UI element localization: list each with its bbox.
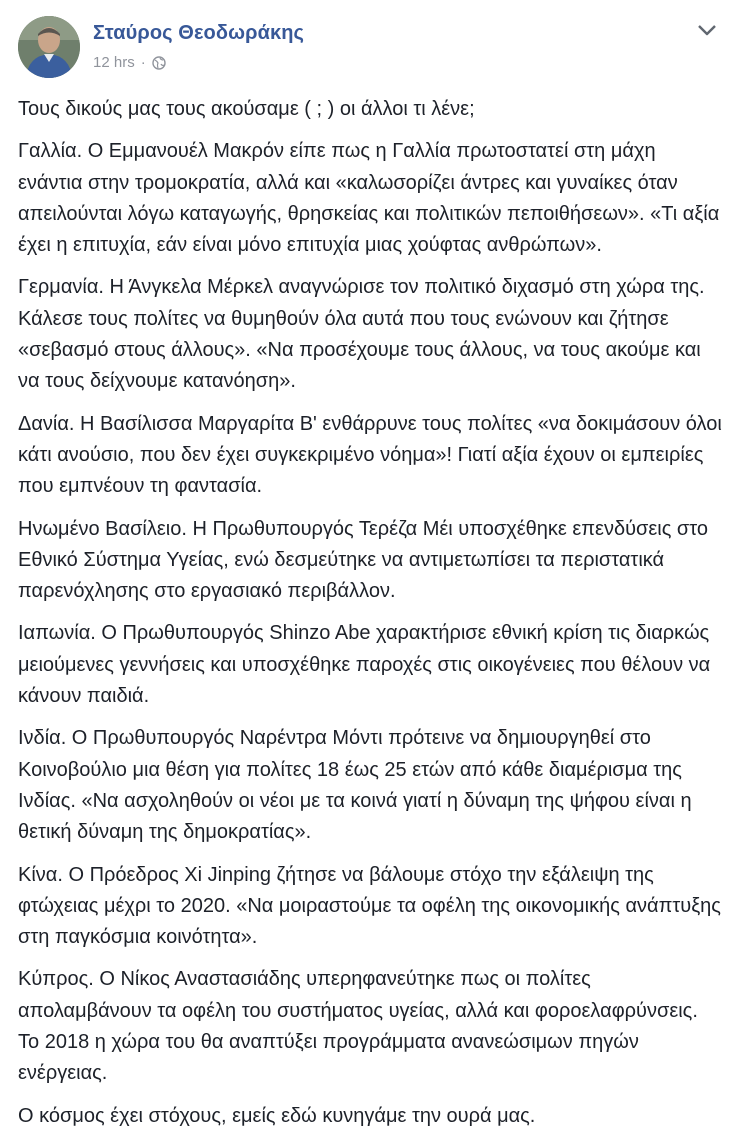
post-paragraph: Ηνωμένο Βασίλειο. Η Πρωθυπουργός Τερέζα Μέι υποσχέθηκε επενδύσεις στο Εθνικό Σύστημα Υγείας, ενώ δεσμεύτηκε να αντιμετωπίσει τα περιστατικά παρενόχλησης στο εργασιακό περιβάλλον. [18,517,709,603]
post-paragraph: Γαλλία. Ο Εμμανουέλ Μακρόν είπε πως η Γαλλία πρωτοστατεί στη μάχη ενάντια στην τρομοκρατία, αλλά και «καλωσορίζει άντρες και γυναίκες όταν απειλούνται λόγω καταγωγής, θρησκείας και πολιτικών πεποιθήσεων». «Τι αξία έχει η επιτυχία, εάν είναι μόνο επιτυχία μιας χούφτας ανθρώπων». [18,140,720,257]
author-name[interactable]: Σταύρος Θεοδωράκης [93,22,305,44]
post-paragraph: Κύπρος. Ο Νίκος Αναστασιάδης υπερηφανεύτηκε πως οι πολίτες απολαμβάνουν τα οφέλη του συστήματος υγείας, αλλά και φοροελαφρύνσεις. Το 2018 η χώρα του θα αναπτύξει προγράμματα ανανεώσιμων πηγών ενέργειας. [18,968,698,1085]
post-paragraph: Δανία. Η Βασίλισσα Μαργαρίτα Β' ενθάρρυνε τους πολίτες «να δοκιμάσουν όλοι κάτι ανούσιο, που δεν έχει συγκεκριμένο νόημα»! Γιατί αξία έχουν οι εμπειρίες που εμπνέουν τη φαντασία. [18,412,722,498]
post-text [18,94,723,1143]
avatar-image [18,16,80,78]
post-timestamp[interactable]: 12 hrs [93,54,135,71]
author-avatar[interactable] [18,16,80,78]
chevron-down-icon[interactable] [696,22,718,38]
post-paragraph: Ο κόσμος έχει στόχους, εμείς εδώ κυνηγάμε την ουρά μας. [18,1104,536,1127]
meta-separator: · [140,54,146,71]
post-paragraph: Γερμανία. Η Άνγκελα Μέρκελ αναγνώρισε τον πολιτικό διχασμό στη χώρα της. Κάλεσε τους πολίτες να θυμηθούν όλα αυτά που τους ενώνουν και ζήτησε «σεβασμό στους άλλους». «Να προσέχουμε τους άλλους, να τους ακούμε και να τους δείχνουμε κατανόηση». [18,276,705,393]
post-header [18,16,718,86]
post-paragraph: Ιαπωνία. Ο Πρωθυπουργός Shinzo Abe χαρακτήρισε εθνική κρίση τις διαρκώς μειούμενες γεννήσεις και υποσχέθηκε παροχές στις οικογένειες που θέλουν να κάνουν παιδιά. [18,622,711,708]
post-meta [93,54,166,71]
post-paragraph: Τους δικούς μας τους ακούσαμε ( ; ) οι άλλοι τι λένε; [18,98,475,120]
post-paragraph: Ινδία. Ο Πρωθυπουργός Ναρέντρα Μόντι πρότεινε να δημιουργηθεί στο Κοινοβούλιο μια θέση για πολίτες 18 έως 25 ετών από κάθε διαμέρισμα της Ινδίας. «Να ασχοληθούν οι νέοι με τα κοινά γιατί η δύναμη της ψήφου είναι η θετική δύναμη της δημοκρατίας». [18,727,692,844]
post-paragraph: Κίνα. Ο Πρόεδρος Xi Jinping ζήτησε να βάλουμε στόχο την εξάλειψη της φτώχειας μέχρι το 2020. «Να μοιραστούμε τα οφέλη της οικονομικής ανάπτυξης στη παγκόσμια κοινότητα». [18,863,721,949]
globe-icon[interactable] [152,56,166,70]
